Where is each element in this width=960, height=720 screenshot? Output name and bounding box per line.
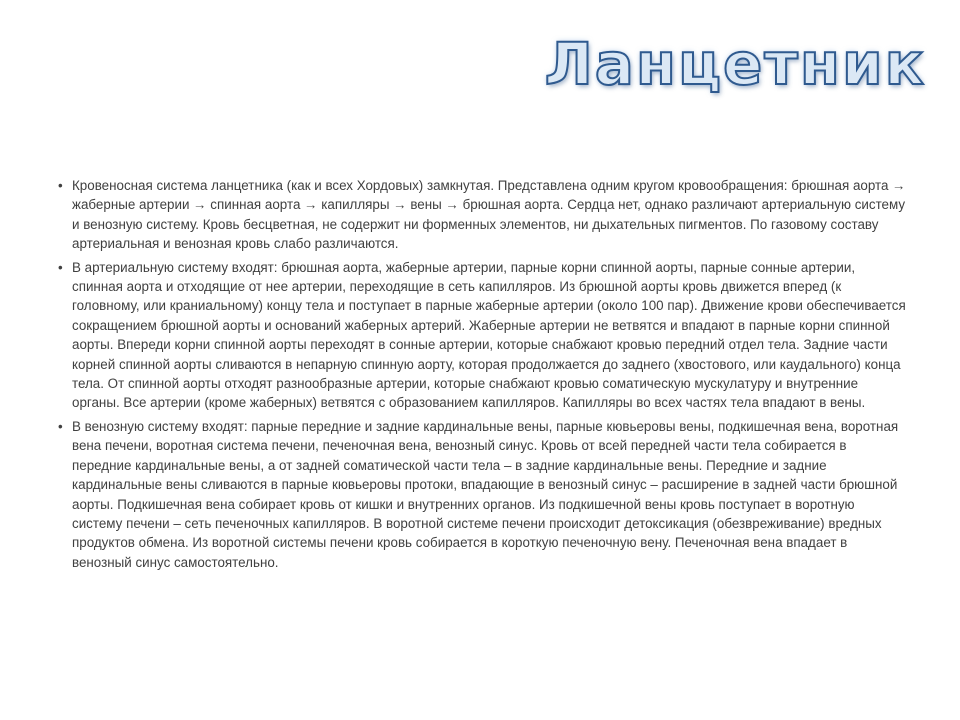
bullet-icon: • [58, 259, 63, 275]
bullet-item-arterial-system [56, 258, 908, 413]
bullet-icon: • [58, 418, 63, 434]
paragraph-circulation-overview: Кровеносная система ланцетника (как и всех Хордовых) замкнутая. Представлена одним кругом кровообращения: брюшная аорта → жаберные артерии → спинная аорта → капилляры → вены → брюшная аорта. Сердца нет, однако различают артериальную систему и венозную систему. Кровь бесцветная, не содержит ни форменных элементов, ни дыхательных пигментов. По газовому составу артериальная и венозная кровь слабо различаются. [72, 178, 906, 252]
bullet-icon: • [58, 178, 63, 193]
paragraph-arterial-system: В артериальную систему входят: брюшная аорта, жаберные артерии, парные корни спинной аорты, парные сонные артерии, спинная аорта и отходящие от нее артерии, переходящие в сеть капилляров. Из брюшной аорты кровь движется вперед (к головному, или краниальному) концу тела и поступает в парные жаберные артерии (около 100 пар). Движение крови обеспечивается сокращением брюшной аорты и оснований жаберных артерий. Жаберные артерии не ветвятся и впадают в парные корни спинной аорты. Впереди корни спинной аорты переходят в сонные артерии, которые снабжают кровью передний отдел тела. Задние части корней спинной аорты сливаются в непарную спинную аорту, которая продолжается до заднего (хвостового, или каудального) конца тела. От спинной аорты отходят разнообразные артерии, которые снабжают кровью соматическую мускулатуру и внутренние органы. Все артерии (кроме жаберных) ветвятся с образованием капилляров. Капилляры во всех частях тела впадают в вены. [72, 259, 906, 411]
slide-title: Ланцетник [544, 30, 926, 98]
bullet-item-venous-system [56, 417, 908, 572]
bullet-list [56, 176, 908, 576]
bullet-item-circulation-overview [56, 176, 908, 254]
paragraph-venous-system: В венозную систему входят: парные передние и задние кардинальные вены, парные кювьеровы вены, подкишечная вена, воротная вена печени, воротная система печени, печеночная вена, венозный синус. Кровь от всей передней части тела собирается в передние кардинальные вены, а от задней соматической части тела – в задние кардинальные вены. Передние и задние кардинальные вены сливаются в парные кювьеровы протоки, впадающие в венозный синус – расширение в задней части брюшной аорты. Подкишечная вена собирает кровь от кишки и внутренних органов. Из подкишечной вены кровь поступает в воротную систему печени – сеть печеночных капилляров. В воротной системе печени происходит детоксикация (обезвреживание) вредных продуктов обмена. Из воротной системы печени кровь собирается в короткую печеночную вену. Печеночная вена впадает в венозный синус самостоятельно. [72, 418, 899, 570]
